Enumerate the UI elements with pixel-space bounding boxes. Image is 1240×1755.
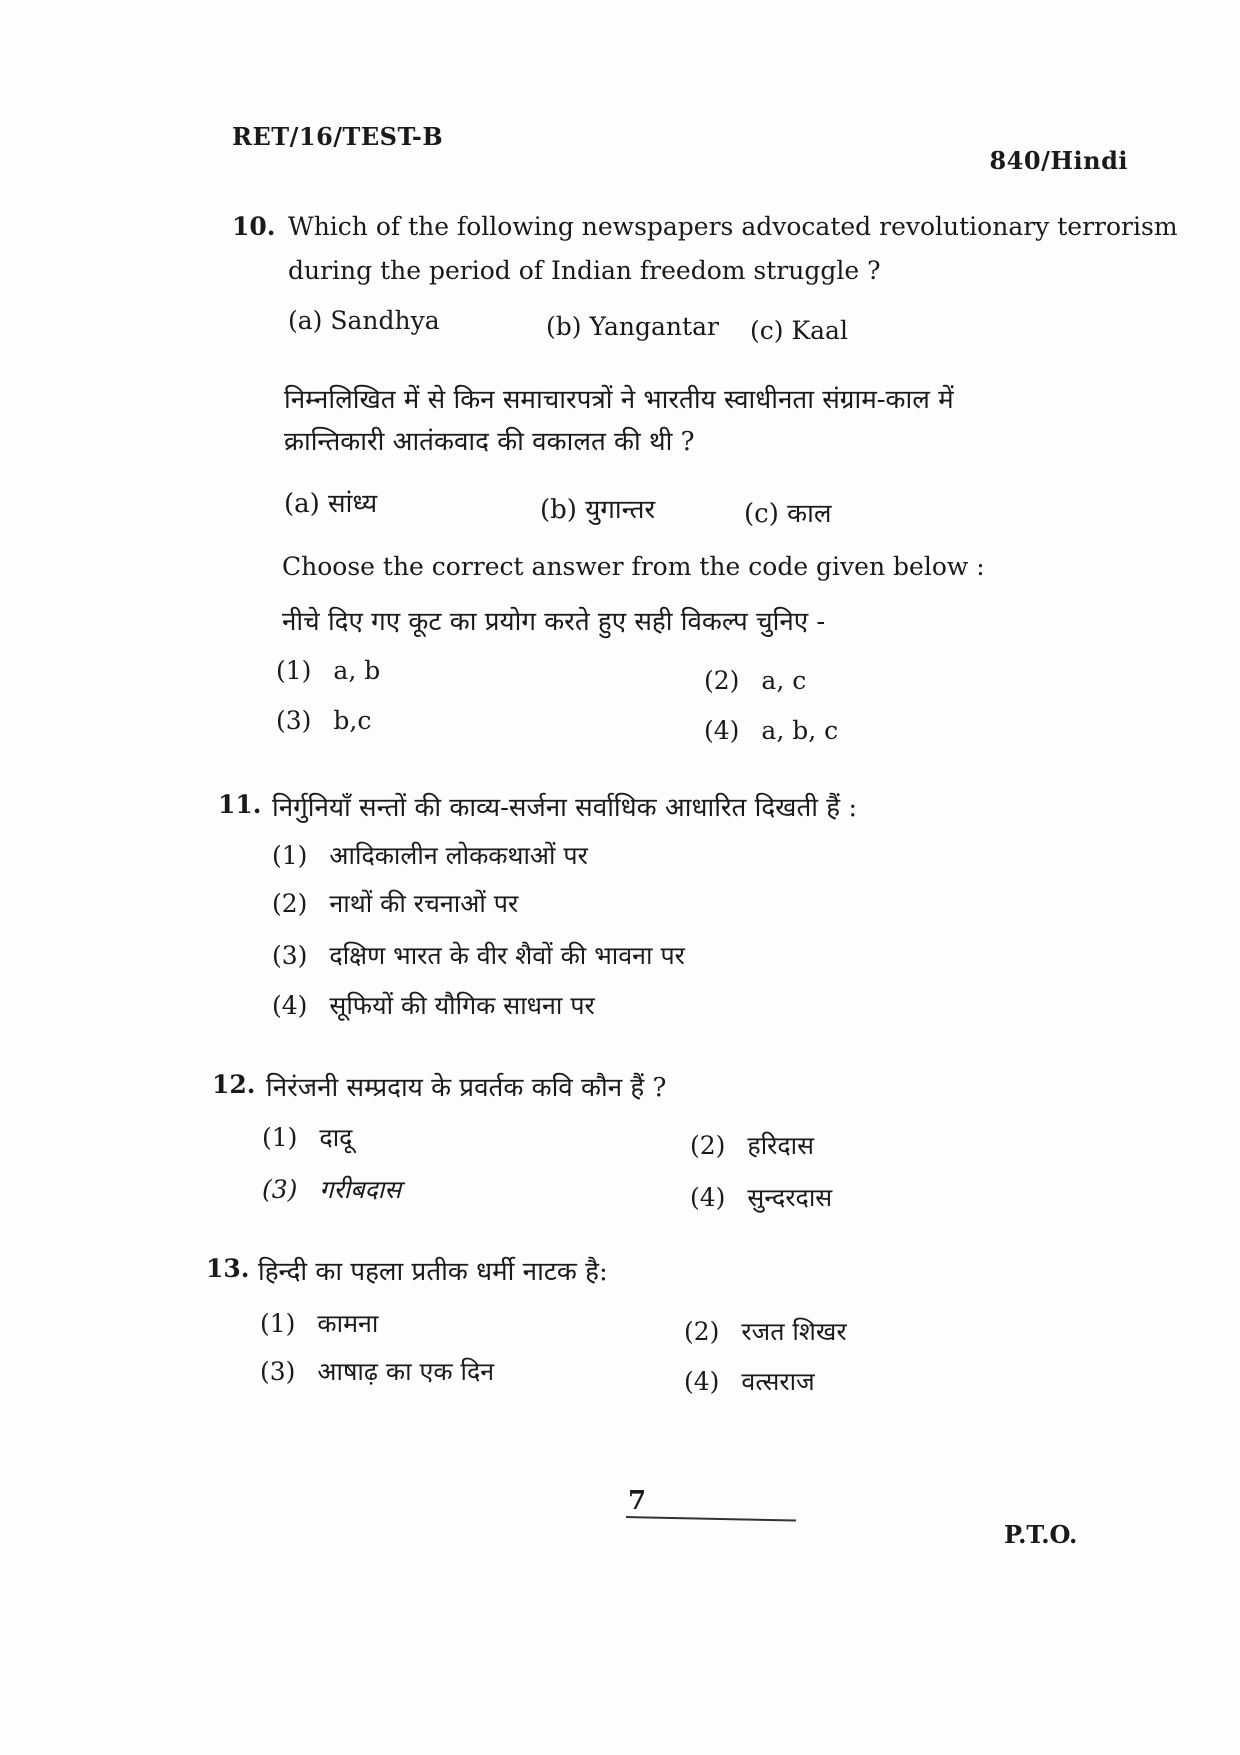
option-label: (1) [272, 841, 308, 870]
option-text: रजत शिखर [741, 1317, 847, 1346]
question-12-option-2[interactable] [690, 1128, 814, 1162]
question-10-hi-item-c: (c) काल [744, 499, 832, 529]
option-label: (2) [684, 1317, 720, 1346]
question-11-option-2[interactable] [272, 886, 518, 920]
option-text: b,c [333, 706, 372, 735]
question-11-option-4[interactable] [272, 988, 595, 1022]
option-label: (3) [272, 941, 308, 970]
option-label: (2) [690, 1131, 726, 1160]
question-12-option-1[interactable] [262, 1120, 352, 1154]
question-13-option-2[interactable] [684, 1314, 847, 1348]
subject-code: 840/Hindi [989, 146, 1128, 175]
question-11-number: 11. [218, 790, 262, 819]
option-label: (1) [260, 1309, 296, 1338]
option-text: वत्सराज [741, 1367, 815, 1396]
question-10-code-hi: नीचे दिए गए कूट का प्रयोग करते हुए सही विकल्प चुनिए - [282, 607, 826, 637]
question-13-option-4[interactable] [684, 1364, 815, 1398]
question-10-en-line-1: Which of the following newspapers advocated revolutionary terrorism [288, 212, 1178, 241]
option-text: हरिदास [747, 1131, 815, 1160]
question-10-en-item-a: (a) Sandhya [288, 306, 440, 335]
question-13-stem: हिन्दी का पहला प्रतीक धर्मी नाटक है: [258, 1257, 608, 1287]
option-label: (4) [690, 1183, 726, 1212]
option-text: दादू [319, 1123, 353, 1152]
question-10-en-line-2: during the period of Indian freedom struggle ? [288, 256, 881, 285]
option-text: a, b [333, 656, 381, 685]
question-11-option-3[interactable] [272, 938, 685, 972]
question-10-en-item-c: (c) Kaal [750, 316, 848, 345]
page-number: 7 [628, 1486, 647, 1516]
question-10-hi-line-1: निम्नलिखित में से किन समाचारपत्रों ने भारतीय स्वाधीनता संग्राम-काल में [284, 385, 954, 415]
question-10-hi-line-2: क्रान्तिकारी आतंकवाद की वकालत की थी ? [284, 427, 695, 457]
question-11-stem: निर्गुनियाँ सन्तों की काव्य-सर्जना सर्वाधिक आधारित दिखती हैं : [272, 793, 858, 823]
question-12-option-3[interactable] [262, 1172, 401, 1206]
question-10-number: 10. [232, 212, 276, 241]
option-label: (3) [260, 1357, 296, 1386]
question-12-number: 12. [212, 1070, 256, 1099]
question-13-option-1[interactable] [260, 1306, 378, 1340]
paper-code: RET/16/TEST-B [232, 122, 444, 151]
question-10-option-2[interactable] [704, 666, 806, 695]
question-10-hi-item-b: (b) युगान्तर [540, 495, 656, 525]
question-10-code-en: Choose the correct answer from the code given below : [282, 552, 985, 581]
question-10-option-3[interactable] [276, 706, 371, 735]
option-label: (4) [704, 716, 740, 745]
question-10-en-item-b: (b) Yangantar [546, 312, 719, 341]
option-text: सूफियों की यौगिक साधना पर [329, 991, 595, 1020]
please-turn-over: P.T.O. [1004, 1520, 1078, 1549]
option-text: आषाढ़ का एक दिन [317, 1357, 495, 1386]
option-text: कामना [317, 1309, 379, 1338]
option-label: (4) [272, 991, 308, 1020]
question-10-hi-item-a: (a) सांध्य [284, 489, 378, 519]
option-label: (3) [276, 706, 312, 735]
option-label: (2) [272, 889, 308, 918]
option-label: (3) [262, 1175, 298, 1204]
option-text: गरीबदास [319, 1175, 402, 1204]
option-text: सुन्दरदास [747, 1183, 833, 1212]
page-number-rule [626, 1516, 796, 1522]
option-label: (2) [704, 666, 740, 695]
question-13-number: 13. [206, 1254, 250, 1283]
question-11-option-1[interactable] [272, 838, 588, 872]
option-label: (4) [684, 1367, 720, 1396]
question-10-option-1[interactable] [276, 656, 380, 685]
option-text: दक्षिण भारत के वीर शैवों की भावना पर [329, 941, 685, 970]
question-13-option-3[interactable] [260, 1354, 494, 1388]
option-text: a, b, c [761, 716, 839, 745]
option-text: आदिकालीन लोककथाओं पर [329, 841, 588, 870]
option-text: a, c [761, 666, 807, 695]
option-label: (1) [276, 656, 312, 685]
option-label: (1) [262, 1123, 298, 1152]
option-text: नाथों की रचनाओं पर [329, 889, 519, 918]
question-12-option-4[interactable] [690, 1180, 832, 1214]
question-10-option-4[interactable] [704, 716, 838, 745]
question-12-stem: निरंजनी सम्प्रदाय के प्रवर्तक कवि कौन हैं ? [266, 1073, 667, 1103]
